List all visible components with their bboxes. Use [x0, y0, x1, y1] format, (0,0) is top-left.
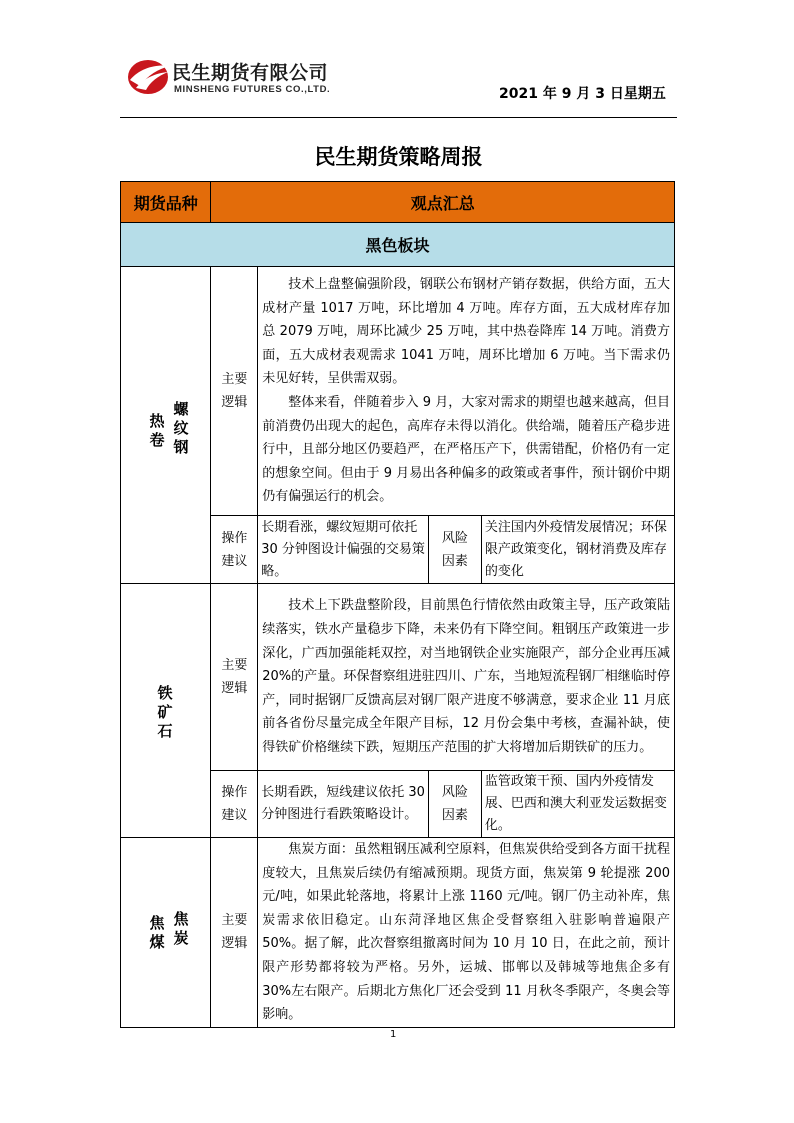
op-label: 操作 建议 — [211, 771, 258, 838]
variety-iron-ore — [121, 584, 211, 838]
company-name-cn: 民生期货有限公司 — [172, 62, 329, 84]
report-date: 2021 年 9 月 3 日星期五 — [499, 86, 666, 102]
logic-label: 主要 逻辑 — [211, 584, 258, 771]
variety-rebar-hotcoil — [121, 267, 211, 584]
logic-label: 主要 逻辑 — [211, 838, 258, 1028]
variety-name-hotcoil: 热 卷 — [149, 412, 165, 449]
logic-text: 技术上下跌盘整阶段，目前黑色行情依然由政策主导，压产政策陆续落实，铁水产量稳步下降，未来仍有下降空间。粗钢压产政策进一步深化，广西加强能耗双控，对当地钢铁企业实施限产，部分企业再压减 20%的产量。环保督察组进驻四川、广东，当地短流程钢厂相继临时停产，同时据钢厂反馈高层对钢厂限产进度不够满意，要求企业 11 月底前各省份尽量完成全年限产目标，12 月份会集中考核，查漏补缺，使得铁矿价格继续下跌，短期压产范围的扩大将增加后期铁矿的压力。 — [258, 584, 675, 771]
header-variety: 期货品种 — [121, 182, 211, 223]
table-row — [121, 267, 675, 516]
company-logo — [126, 56, 358, 102]
page-title: 民生期货策略周报 — [314, 145, 483, 169]
section-row — [121, 223, 675, 267]
logic-label: 主要 逻辑 — [211, 267, 258, 516]
logic-text: 焦炭方面：虽然粗钢压减利空原料，但焦炭供给受到各方面干扰程度较大，且焦炭后续仍有缩减预期。现货方面，焦炭第 9 轮提涨 200 元/吨，如果此轮落地，将累计上涨 1160 元/吨。钢厂仍主动补库，焦炭需求依旧稳定。山东菏泽地区焦企受督察组入驻影响普遍限产 50%。据了解，此次督察组撤离时间为 10 月 10 日，在此之前，预计限产形势都将较为严格。另外，运城、邯郸以及韩城等地焦企多有 30%左右限产。后期北方焦化厂还会受到 11 月秋冬季限产，冬奥会等影响。 — [258, 838, 675, 1028]
risk-text: 监管政策干预、国内外疫情发展、巴西和澳大利亚发运数据变化。 — [481, 771, 674, 838]
op-text: 长期看跌，短线建议依托 30 分钟图进行看跌策略设计。 — [258, 771, 429, 838]
variety-name-coking-coal: 焦 煤 — [149, 914, 165, 951]
variety-name-rebar: 螺 纹 钢 — [173, 400, 189, 456]
company-name-en: MINSHENG FUTURES CO.,LTD. — [174, 84, 331, 95]
variety-name-coke: 焦 炭 — [173, 910, 189, 947]
logic-text: 技术上盘整偏强阶段，钢联公布钢材产销存数据，供给方面，五大成材产量 1017 万吨，环比增加 4 万吨。库存方面，五大成材库存加总 2079 万吨，周环比减少 25 万吨，其中热卷降库 14 万吨。消费方面，五大成材表观需求 1041 万吨，周环比增加 6 万吨。当下需求仍未见好转，呈供需双弱。 整体来看，伴随着步入 9 月，大家对需求的期望也越来越高，但目前消费仍出现大的起色，高库存未得以消化。供给端，随着压产稳步进行中，且部分地区仍要趋严，在严格压产下，供需错配，价格仍有一定的想象空间。但由于 9 月易出各种偏多的政策或者事件，预计钢价中期仍有偏强运行的机会。 — [258, 267, 675, 516]
variety-coke-coal — [121, 838, 211, 1028]
table-row — [121, 838, 675, 1028]
table-header-row — [121, 182, 675, 223]
op-label: 操作 建议 — [211, 516, 258, 584]
header-divider — [120, 117, 677, 118]
strategy-table — [120, 181, 675, 1028]
table-row — [121, 584, 675, 771]
risk-label: 风险 因素 — [428, 771, 481, 838]
page-number: 1 — [390, 1029, 397, 1040]
op-text: 长期看涨，螺纹短期可依托 30 分钟图设计偏强的交易策略。 — [258, 516, 429, 584]
risk-label: 风险 因素 — [428, 516, 481, 584]
minsheng-logo-icon — [126, 56, 172, 98]
header-summary: 观点汇总 — [211, 182, 675, 223]
variety-name-iron-ore: 铁 矿 石 — [157, 684, 173, 740]
section-black: 黑色板块 — [121, 223, 675, 267]
risk-text: 关注国内外疫情发展情况；环保限产政策变化，钢材消费及库存的变化 — [481, 516, 674, 584]
